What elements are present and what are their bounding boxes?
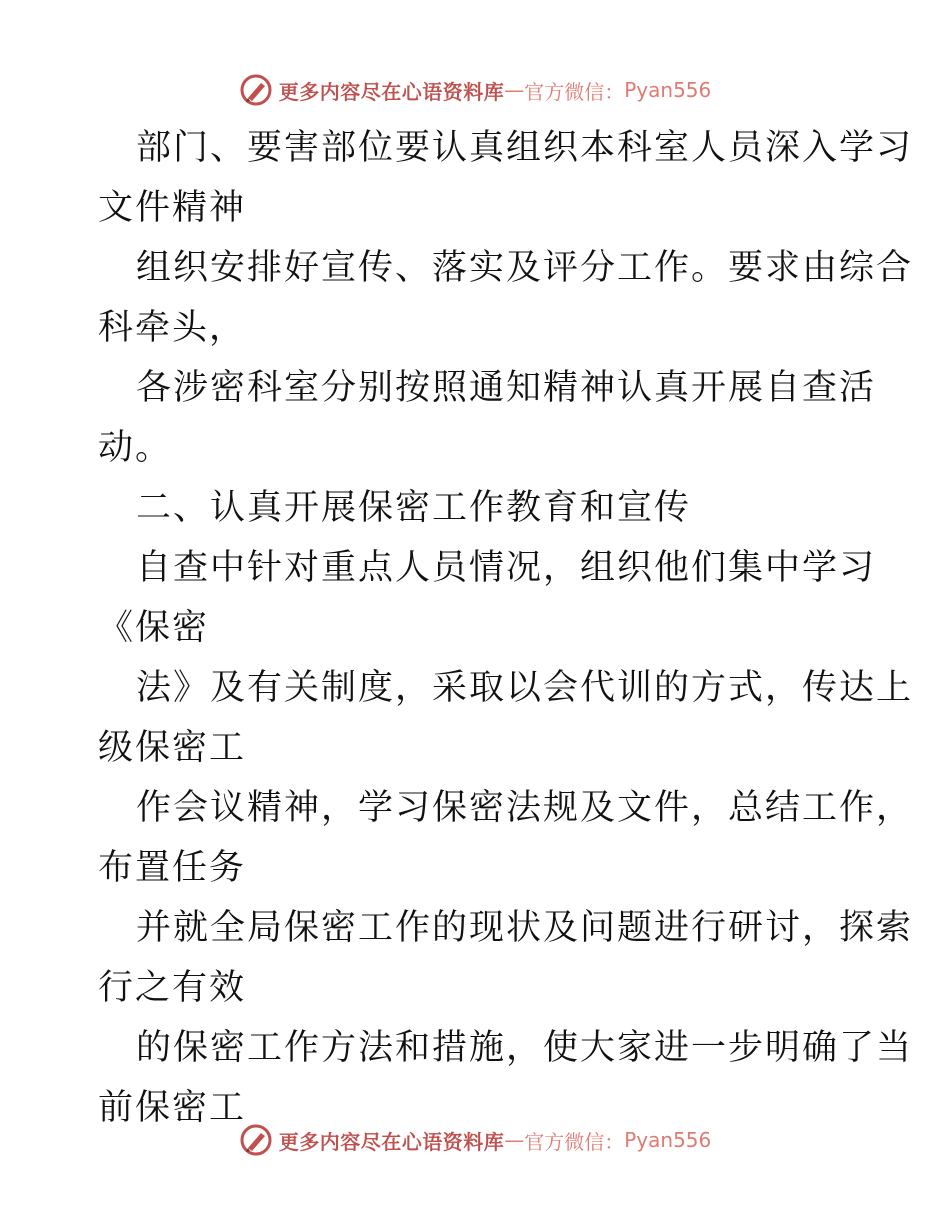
watermark-main-text: 更多内容尽在心语资料库 bbox=[278, 79, 505, 104]
watermark-wechat-id: Pyan556 bbox=[624, 78, 712, 102]
text-line: 文件精神 bbox=[98, 188, 247, 228]
pen-logo-icon bbox=[239, 73, 273, 107]
text-line: 自查中针对重点人员情况，组织他们集中学习 bbox=[136, 548, 877, 588]
watermark-footer bbox=[0, 1120, 950, 1160]
text-line: 部门、要害部位要认真组织本科室人员深入学习 bbox=[136, 128, 914, 168]
watermark-main-text: 更多内容尽在心语资料库 bbox=[278, 1129, 505, 1154]
text-line: 《保密 bbox=[98, 608, 210, 648]
watermark-official-label: 官方微信： bbox=[524, 79, 625, 104]
text-line: 科牵头， bbox=[98, 308, 247, 348]
watermark-wechat-id: Pyan556 bbox=[624, 1128, 712, 1152]
text-line: 法》及有关制度，采取以会代训的方式，传达上 bbox=[136, 668, 914, 708]
text-line: 的保密工作方法和措施，使大家进一步明确了当 bbox=[136, 1028, 914, 1068]
watermark-separator: — bbox=[504, 78, 525, 102]
text-line: 前保密工 bbox=[98, 1088, 247, 1128]
text-line: 二、认真开展保密工作教育和宣传 bbox=[136, 488, 692, 528]
pen-logo-icon bbox=[239, 1123, 273, 1157]
document-body bbox=[98, 118, 914, 1138]
text-line: 各涉密科室分别按照通知精神认真开展自查活 bbox=[136, 368, 877, 408]
text-line: 并就全局保密工作的现状及问题进行研讨，探索 bbox=[136, 908, 914, 948]
text-line: 组织安排好宣传、落实及评分工作。要求由综合 bbox=[136, 248, 914, 288]
text-line: 动。 bbox=[98, 428, 173, 468]
text-line: 级保密工 bbox=[98, 728, 247, 768]
text-line: 行之有效 bbox=[98, 968, 247, 1008]
watermark-separator: — bbox=[504, 1128, 525, 1152]
watermark-header bbox=[0, 70, 950, 110]
text-line: 作会议精神，学习保密法规及文件，总结工作， bbox=[136, 788, 914, 828]
text-line: 布置任务 bbox=[98, 848, 247, 888]
watermark-official-label: 官方微信： bbox=[524, 1129, 625, 1154]
